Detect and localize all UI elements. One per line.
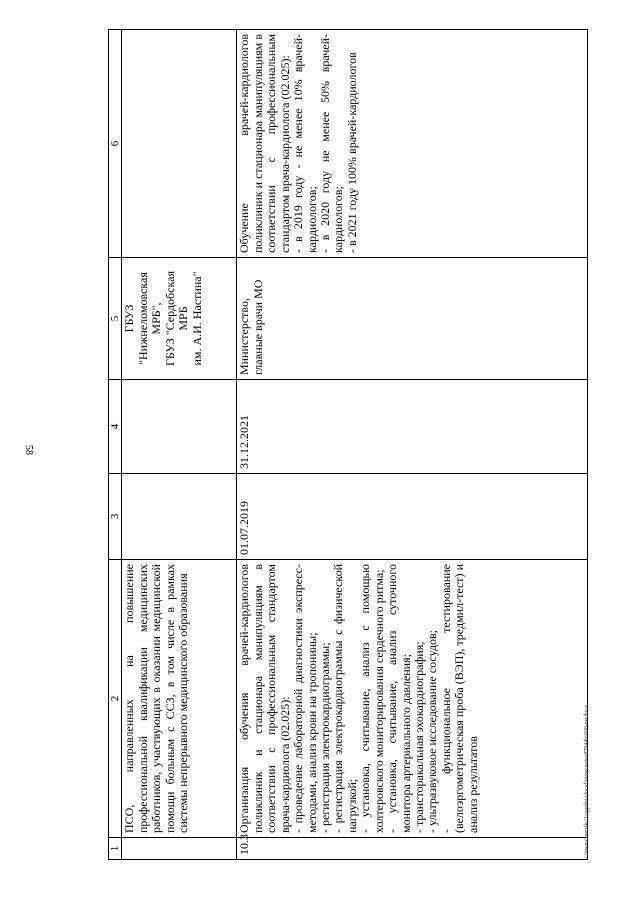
activity-line: - регистрация электрокардиограммы; (317, 642, 332, 833)
header-col-1: 1 (109, 838, 122, 860)
executor-line: МРБ (176, 306, 191, 331)
cell-activity: ПСО, направленных на повышение профессиональной квалификации медицинских работников, участвующих в оказании медицинской помощи больным с ССЗ, в том числе в рамках системы непрерывного медицинского образования (122, 560, 237, 838)
plan-table (108, 29, 588, 860)
rotated-table-wrapper (108, 30, 588, 860)
cell-num: 10.3 (237, 838, 588, 860)
executor-line: им. А.И. Настина" (189, 271, 204, 366)
activity-line: - регистрация электрокардиограммы с физической нагрузкой; (331, 564, 359, 833)
executor-line: "Нижнеломовская (135, 272, 150, 365)
cell-num (122, 838, 237, 860)
cell-result (237, 30, 588, 258)
header-col-2: 2 (109, 560, 122, 838)
cell-executor: Министерство, главные врачи МО (237, 258, 588, 380)
activity-line: - установка, считывание, анализ с помощью холтеровского мониторирования сердечного ритма; (358, 564, 386, 833)
page-number: 58 (23, 445, 34, 455)
activity-line: - ультразвуковое исследование сосудов; (425, 630, 440, 833)
executor-line: ГБУЗ "Сердобская (162, 271, 177, 367)
cell-activity (237, 560, 588, 838)
cell-end: 31.12.2021 (237, 380, 588, 474)
header-row (109, 30, 122, 860)
table-row-10-3 (237, 30, 588, 860)
table-row-continued (122, 30, 237, 860)
footer-file-path: c:\users\borzik~1\appdata\local\temp\notes87944b\608-ви.docx (584, 704, 590, 858)
activity-line: Организация обучения врачей-кардиологов поликлиник и стационара манипуляциям в соответствии с профессиональным стандартом врача-кардиолога (02.025): (237, 564, 292, 833)
header-col-4: 4 (109, 380, 122, 474)
result-line: - в 2021 году 100% врачей-кардиологов (344, 52, 359, 253)
cell-start (122, 474, 237, 560)
executor-line: ГБУЗ (122, 304, 137, 333)
cell-start: 01.07.2019 (237, 474, 588, 560)
cell-executor (122, 258, 237, 380)
activity-line: - функциональное тестирование (велоэргометрическая проба (ВЭП), тредмил-тест) и анализ результатов (438, 564, 480, 833)
activity-line: - трансторакальная эхокардиография; (412, 641, 426, 833)
executor-line: МРБ", (149, 302, 164, 335)
result-intro: Обучение врачей-кардиологов поликлиник и стационара манипуляциям в соответствии с профессиональным стандартом врача-кардиолога (02.025): (237, 34, 292, 253)
header-col-3: 3 (109, 474, 122, 560)
header-col-5: 5 (109, 258, 122, 380)
cell-end (122, 380, 237, 474)
activity-line: - проведение лабораторной диагностики экспресс-методами, анализ крови на тропонины; (291, 564, 319, 833)
activity-line: - установка, считывание, анализ суточного монитора артериального давления; (385, 564, 413, 833)
result-line: - в 2019 году - не менее 10% врачей-кардиологов; (291, 34, 319, 253)
cell-result (122, 30, 237, 258)
header-col-6: 6 (109, 30, 122, 258)
result-line: - в 2020 году не менее 50% врачей-кардиологов; (317, 34, 346, 253)
